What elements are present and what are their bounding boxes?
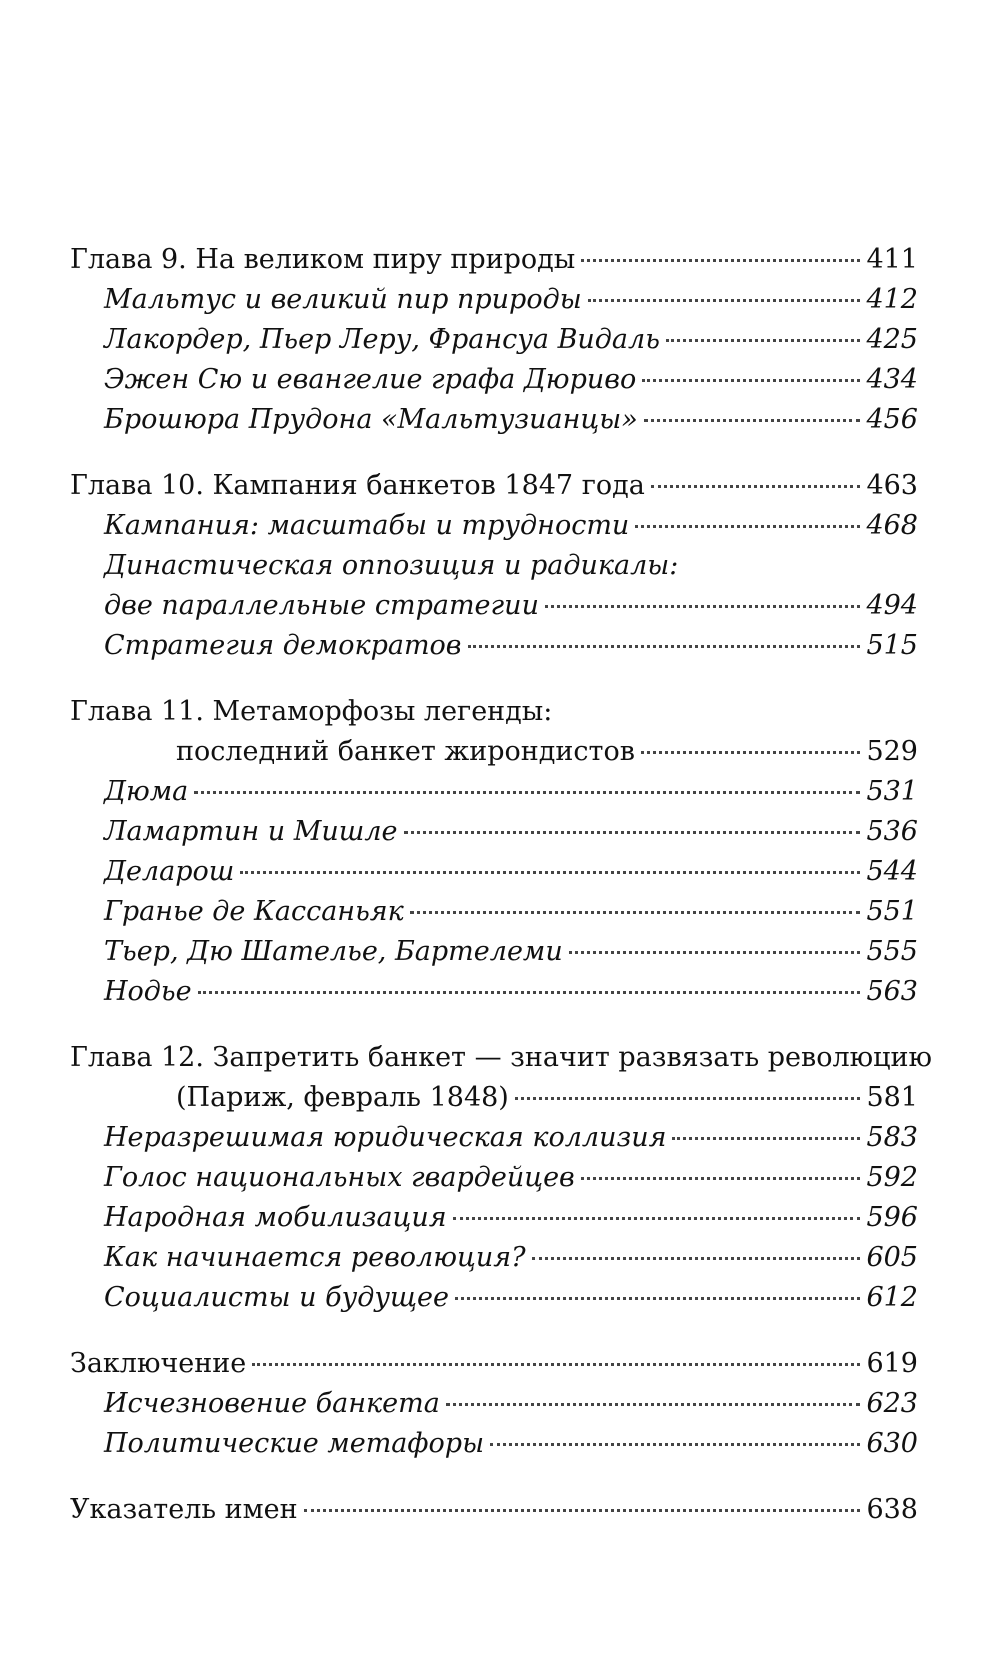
- toc-entry-subsection[interactable]: [70, 506, 918, 546]
- subsection-title: Голос национальных гвардейцев: [104, 1162, 575, 1193]
- toc-section-chapter-12: [70, 1038, 932, 1318]
- toc-section-chapter-9: [70, 240, 918, 440]
- toc-section-chapter-11: [70, 692, 918, 1012]
- page-number: 434: [866, 364, 918, 395]
- dot-leader: [581, 259, 860, 262]
- page-number: 468: [866, 510, 918, 541]
- chapter-title-line-2: (Париж, февраль 1848): [176, 1082, 509, 1113]
- page-number: 612: [866, 1282, 918, 1313]
- page-number: 619: [866, 1348, 918, 1379]
- dot-leader: [666, 339, 861, 342]
- dot-leader: [545, 605, 861, 608]
- subsection-title: Деларош: [104, 856, 235, 887]
- dot-leader: [569, 951, 861, 954]
- subsection-title: Ламартин и Мишле: [104, 816, 398, 847]
- chapter-title-line-2: последний банкет жирондистов: [176, 736, 635, 767]
- toc-entry-subsection[interactable]: [70, 320, 918, 360]
- toc-entry-subsection[interactable]: [70, 1424, 918, 1464]
- toc-section-index: [70, 1490, 918, 1530]
- toc-section-chapter-10: [70, 466, 918, 666]
- toc-entry-subsection[interactable]: [70, 772, 918, 812]
- page-number: 596: [866, 1202, 918, 1233]
- page-number: 583: [866, 1122, 918, 1153]
- toc-entry-index[interactable]: [70, 1490, 918, 1530]
- dot-leader: [240, 871, 860, 874]
- subsection-title: Стратегия демократов: [104, 630, 462, 661]
- toc-entry-chapter-12[interactable]: [70, 1078, 918, 1118]
- subsection-title: Эжен Сю и евангелие графа Дюриво: [104, 364, 637, 395]
- subsection-title: Мальтус и великий пир природы: [104, 284, 582, 315]
- toc-entry-chapter-10[interactable]: [70, 466, 918, 506]
- toc-entry-subsection[interactable]: [70, 400, 918, 440]
- toc-entry-subsection[interactable]: [70, 586, 918, 626]
- dot-leader: [453, 1217, 861, 1220]
- dot-leader: [532, 1257, 861, 1260]
- dot-leader: [644, 419, 861, 422]
- page-number: 515: [866, 630, 918, 661]
- dot-leader: [410, 911, 861, 914]
- chapter-title: Глава 9. На великом пиру природы: [70, 244, 576, 275]
- dot-leader: [446, 1403, 861, 1406]
- subsection-title: Нодье: [104, 976, 192, 1007]
- toc-entry-conclusion[interactable]: [70, 1344, 918, 1384]
- toc-entry-subsection[interactable]: [70, 812, 918, 852]
- chapter-title-line-1[interactable]: Глава 11. Метаморфозы легенды:: [70, 696, 553, 727]
- dot-leader: [651, 485, 861, 488]
- page-number: 555: [866, 936, 918, 967]
- subsection-title: Исчезновение банкета: [104, 1388, 440, 1419]
- page-number: 425: [866, 324, 918, 355]
- dot-leader: [635, 525, 860, 528]
- dot-leader: [515, 1097, 861, 1100]
- page-number: 563: [866, 976, 918, 1007]
- dot-leader: [588, 299, 861, 302]
- page-number: 551: [866, 896, 918, 927]
- dot-leader: [198, 991, 861, 994]
- subsection-title: Лакордер, Пьер Леру, Франсуа Видаль: [104, 324, 660, 355]
- chapter-title: Глава 10. Кампания банкетов 1847 года: [70, 470, 645, 501]
- toc-entry-subsection[interactable]: [70, 1118, 918, 1158]
- dot-leader: [641, 751, 861, 754]
- page-number: 531: [866, 776, 918, 807]
- toc-entry-chapter-11[interactable]: [70, 732, 918, 772]
- dot-leader: [490, 1443, 860, 1446]
- dot-leader: [404, 831, 861, 834]
- table-of-contents: [70, 240, 932, 1556]
- page-number: 463: [866, 470, 918, 501]
- toc-entry-subsection[interactable]: [70, 1158, 918, 1198]
- page-number: 494: [866, 590, 918, 621]
- toc-entry-subsection[interactable]: [70, 892, 918, 932]
- toc-entry-subsection[interactable]: [70, 1384, 918, 1424]
- dot-leader: [672, 1137, 860, 1140]
- dot-leader: [194, 791, 860, 794]
- subsection-title: Кампания: масштабы и трудности: [104, 510, 630, 541]
- toc-entry-subsection[interactable]: [70, 1198, 918, 1238]
- toc-section-conclusion: [70, 1344, 918, 1464]
- page-number: 412: [866, 284, 918, 315]
- dot-leader: [304, 1509, 861, 1512]
- dot-leader: [252, 1363, 860, 1366]
- subsection-title: Как начинается революция?: [104, 1242, 526, 1273]
- toc-entry-subsection[interactable]: [70, 626, 918, 666]
- dot-leader: [468, 645, 861, 648]
- toc-entry-subsection[interactable]: [70, 852, 918, 892]
- page-number: 592: [866, 1162, 918, 1193]
- toc-entry-subsection[interactable]: [70, 280, 918, 320]
- page-number: 623: [866, 1388, 918, 1419]
- toc-entry-subsection[interactable]: [70, 932, 918, 972]
- chapter-title-line-1[interactable]: Глава 12. Запретить банкет — значит развязать революцию: [70, 1042, 932, 1073]
- chapter-title: Заключение: [70, 1348, 247, 1379]
- subsection-title: Социалисты и будущее: [104, 1282, 449, 1313]
- page-number: 581: [866, 1082, 918, 1113]
- dot-leader: [581, 1177, 861, 1180]
- subsection-title-line-2: две параллельные стратегии: [104, 590, 539, 621]
- subsection-title: Народная мобилизация: [104, 1202, 447, 1233]
- toc-entry-subsection[interactable]: [70, 360, 918, 400]
- subsection-title-line-1[interactable]: Династическая оппозиция и радикалы:: [104, 550, 679, 581]
- toc-entry-subsection[interactable]: [70, 1238, 918, 1278]
- page-number: 544: [866, 856, 918, 887]
- dot-leader: [642, 379, 860, 382]
- page-number: 529: [866, 736, 918, 767]
- chapter-title: Указатель имен: [70, 1494, 298, 1525]
- page-number: 536: [866, 816, 918, 847]
- subsection-title: Брошюра Прудона «Мальтузианцы»: [104, 404, 638, 435]
- subsection-title: Гранье де Кассаньяк: [104, 896, 404, 927]
- subsection-title: Неразрешимая юридическая коллизия: [104, 1122, 667, 1153]
- page-number: 630: [866, 1428, 918, 1459]
- subsection-title: Тьер, Дю Шателье, Бартелеми: [104, 936, 563, 967]
- subsection-title: Дюма: [104, 776, 189, 807]
- page-number: 411: [866, 244, 918, 275]
- page-number: 605: [866, 1242, 918, 1273]
- toc-entry-subsection[interactable]: [70, 972, 918, 1012]
- dot-leader: [455, 1297, 860, 1300]
- page-number: 638: [866, 1494, 918, 1525]
- toc-entry-subsection[interactable]: [70, 1278, 918, 1318]
- page-number: 456: [866, 404, 918, 435]
- toc-entry-chapter-9[interactable]: [70, 240, 918, 280]
- subsection-title: Политические метафоры: [104, 1428, 485, 1459]
